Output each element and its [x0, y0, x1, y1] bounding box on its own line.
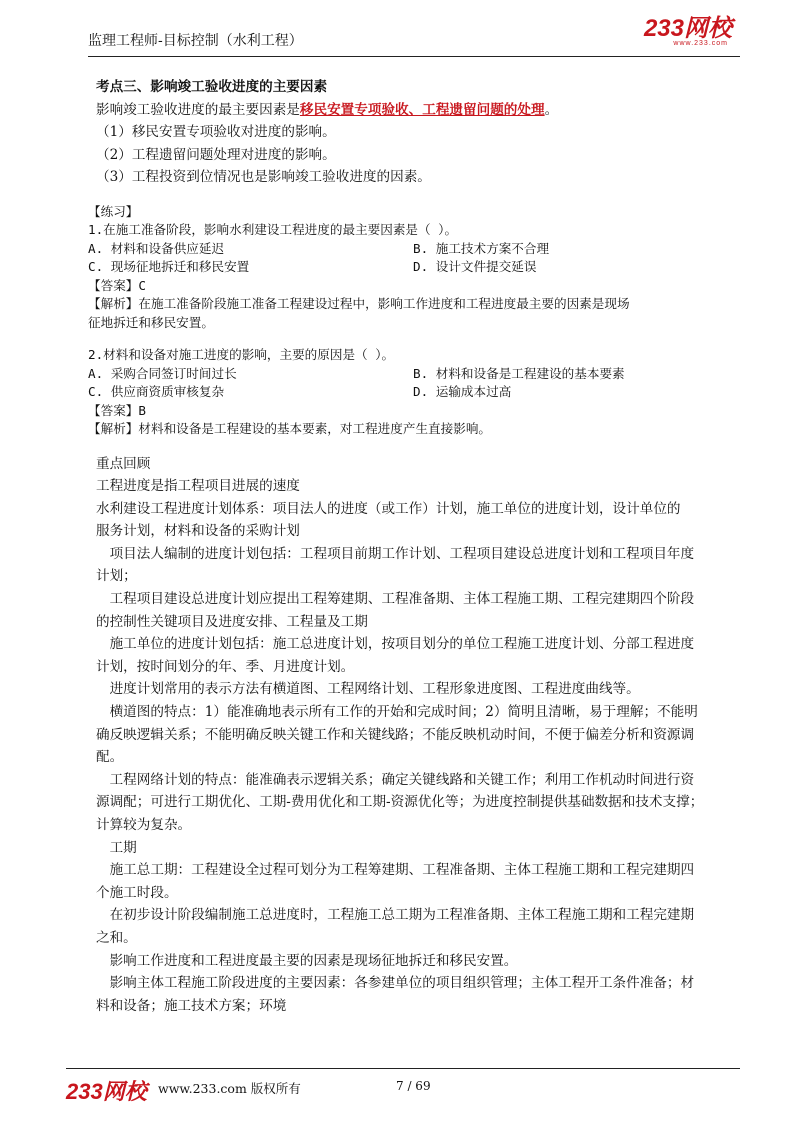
review-line: 服务计划，材料和设备的采购计划: [96, 523, 300, 540]
review-line: 计划；: [96, 568, 137, 585]
review-line: 影响工作进度和工程进度最主要的因素是现场征地拆迁和移民安置。: [96, 952, 518, 969]
q2-option-b: B. 材料和设备是工程建设的基本要素: [413, 365, 625, 381]
q2-analysis: 【解析】材料和设备是工程建设的基本要素，对工程进度产生直接影响。: [88, 421, 491, 436]
review-line: 工程进度是指工程项目进展的速度: [96, 478, 300, 495]
brand-logo: [644, 16, 732, 47]
q1-option-c: C. 现场征地拆迁和移民安置: [88, 259, 250, 274]
q1-options-ab: [88, 240, 740, 259]
review-line: 确反映逻辑关系；不能明确反映关键工作和关键线路；不能反映机动时间，不便于偏差分析和资源调: [96, 726, 695, 743]
page-number: 7 / 69: [396, 1079, 431, 1093]
q2-option-a: A. 采购合同签订时间过长: [88, 365, 237, 381]
q1-option-d: D. 设计文件提交延误: [413, 259, 537, 274]
page-footer: [66, 1068, 740, 1109]
q1-options-cd: [88, 258, 740, 277]
review-lines: [96, 475, 740, 1017]
review-line: 配。: [96, 749, 124, 766]
review-heading: 重点回顾: [96, 455, 151, 472]
review-line: 在初步设计阶段编制施工总进度时，工程施工总工期为工程准备期、主体工程施工期和工程完建期: [96, 907, 695, 924]
review-line: 水利建设工程进度计划体系：项目法人的进度（或工作）计划，施工单位的进度计划，设计单位的: [96, 500, 681, 517]
q1-answer: 【答案】C: [88, 277, 146, 293]
section-intro: [88, 99, 740, 122]
section-item-2: （2）工程遗留问题处理对进度的影响。: [96, 146, 336, 163]
q2-options-ab: [88, 365, 740, 384]
footer-logo: 233网校: [66, 1079, 147, 1104]
q2-option-c: C. 供应商资质审核复杂: [88, 384, 225, 399]
header-title: 监理工程师-目标控制（水利工程）: [88, 33, 303, 49]
review-line: 工程网络计划的特点：能准确表示逻辑关系；确定关键线路和关键工作；利用工作机动时间进行资: [96, 771, 695, 788]
practice-label: 【练习】: [88, 203, 139, 219]
review-section: [88, 453, 740, 1018]
review-line: 施工总工期：工程建设全过程可划分为工程筹建期、工程准备期、主体工程施工期和工程完建期四: [96, 862, 695, 879]
review-line: 源调配；可进行工期优化、工期-费用优化和工期-资源优化等；为进度控制提供基础数据和技术支撑；: [96, 794, 704, 811]
q2-answer: 【答案】B: [88, 402, 146, 418]
review-line: 之和。: [96, 929, 137, 946]
q1-stem: 1.在施工准备阶段，影响水利建设工程进度的最主要因素是（ ）。: [88, 222, 458, 237]
q1-option-a: A. 材料和设备供应延迟: [88, 240, 225, 256]
review-line: 工程项目建设总进度计划应提出工程筹建期、工程准备期、主体工程施工期、工程完建期四个阶段: [96, 591, 695, 608]
review-line: 的控制性关键项目及进度安排、工程量及工期: [96, 613, 368, 630]
logo-url: www.233.com: [673, 40, 728, 47]
section-heading: 考点三、影响竣工验收进度的主要因素: [96, 79, 328, 95]
review-line: 横道图的特点：1）能准确地表示所有工作的开始和完成时间；2）简明且清晰，易于理解；不能明: [96, 704, 698, 721]
page-content: [88, 76, 740, 1017]
intro-prefix: 影响竣工验收进度的最主要因素是: [96, 101, 300, 118]
intro-highlight: 移民安置专项验收、工程遗留问题的处理: [299, 101, 545, 118]
page-header: [88, 15, 740, 57]
review-line: 计算较为复杂。: [96, 817, 192, 833]
review-line: 施工单位的进度计划包括：施工总进度计划，按项目划分的单位工程施工进度计划、分部工程进度: [96, 636, 695, 653]
review-line: 项目法人编制的进度计划包括：工程项目前期工作计划、工程项目建设总进度计划和工程项目年度: [96, 545, 695, 562]
q2-options-cd: [88, 383, 740, 402]
q1-analysis-2: 征地拆迁和移民安置。: [88, 314, 214, 330]
review-line: 影响主体工程施工阶段进度的主要因素：各参建单位的项目组织管理；主体工程开工条件准备；材: [96, 975, 695, 992]
section-item-3: （3）工程投资到位情况也是影响竣工验收进度的因素。: [96, 169, 431, 185]
review-line: 进度计划常用的表示方法有横道图、工程网络计划、工程形象进度图、工程进度曲线等。: [96, 681, 640, 698]
intro-suffix: 。: [544, 101, 559, 118]
q1-analysis-1: 【解析】在施工准备阶段施工准备工程建设过程中，影响工作进度和工程进度最主要的因素是现场: [88, 296, 630, 311]
q1-option-b: B. 施工技术方案不合理: [413, 240, 550, 256]
review-line: 工期: [96, 839, 137, 856]
review-line: 料和设备；施工技术方案；环境: [96, 997, 287, 1014]
logo-text: 233网校: [643, 15, 732, 42]
review-line: 个施工时段。: [96, 884, 178, 901]
footer-copyright: www.233.com 版权所有: [158, 1081, 301, 1096]
q2-option-d: D. 运输成本过高: [413, 384, 512, 399]
review-line: 计划，按时间划分的年、季、月进度计划。: [96, 658, 355, 675]
section-item-1: （1）移民安置专项验收对进度的影响。: [96, 124, 336, 140]
q2-stem: 2.材料和设备对施工进度的影响，主要的原因是（ ）。: [88, 347, 395, 362]
